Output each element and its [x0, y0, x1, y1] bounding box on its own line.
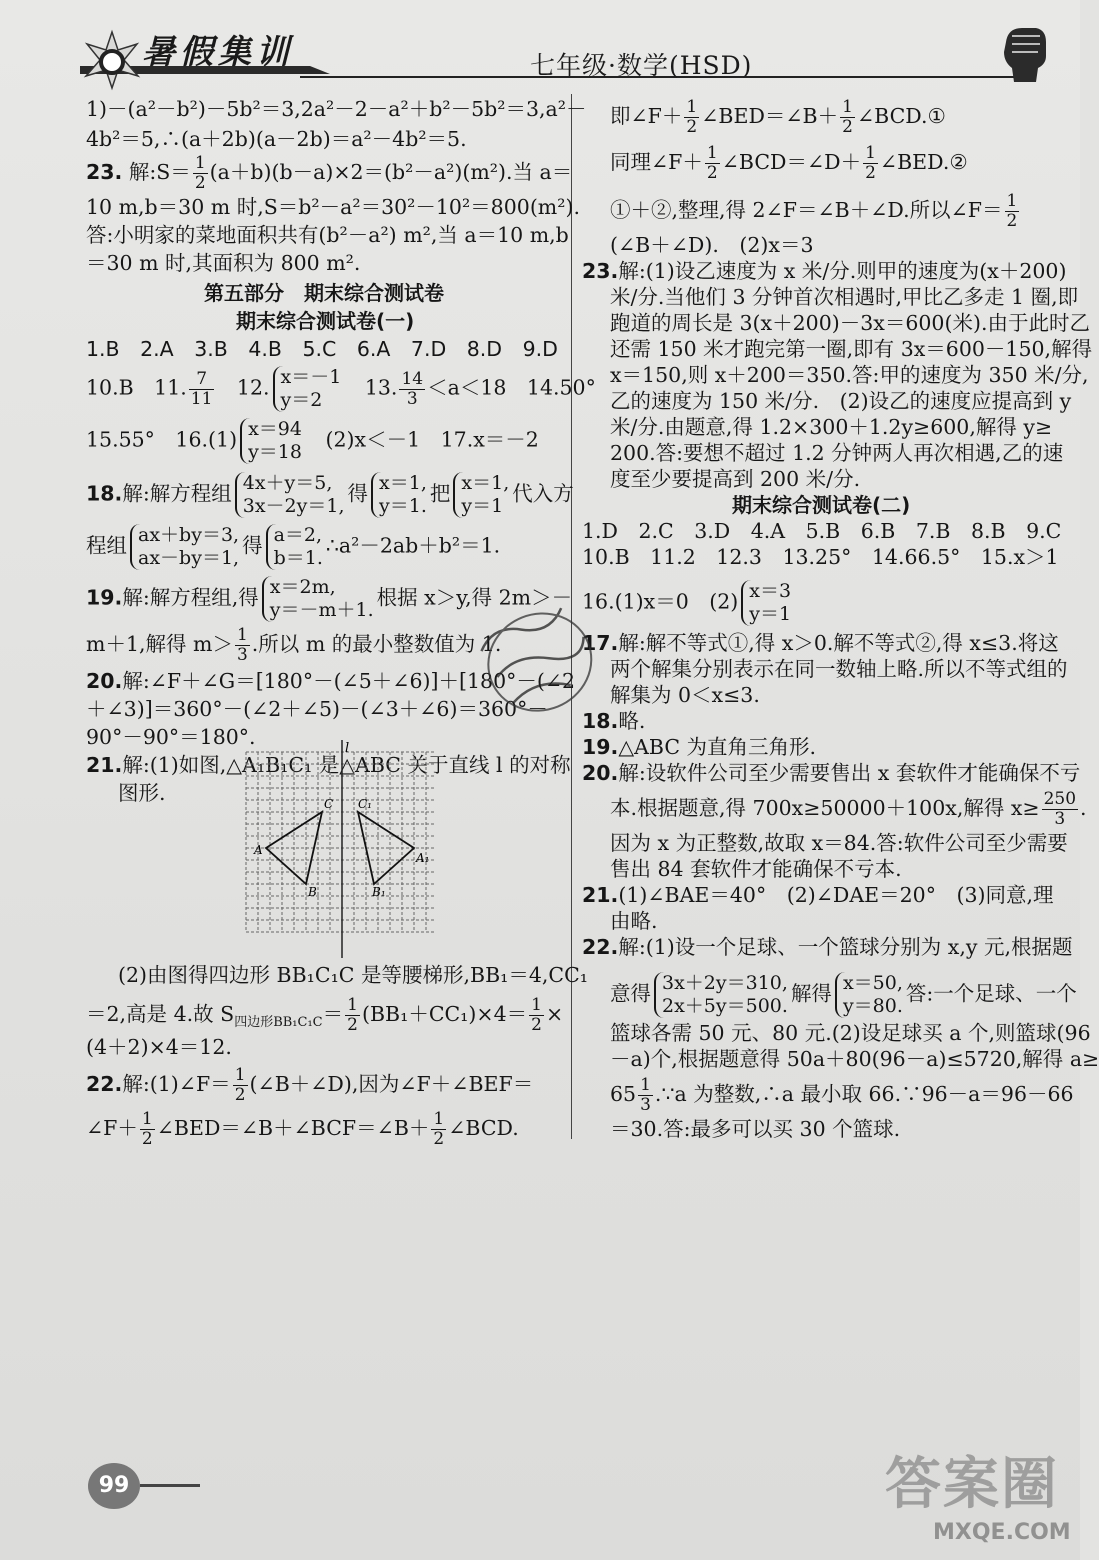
equation-system: 4x＋y＝5, 3x－2y＝1,	[235, 472, 345, 518]
test-heading-2: 期末综合测试卷(二)	[732, 493, 911, 517]
equation-system: x＝－1 y＝2	[273, 366, 342, 412]
answer-22-cont-1: 即∠F＋ $\frac{1}{2}$ ∠BED＝∠B＋ $\frac{1}{2}$ ∠BCD.①	[610, 97, 946, 137]
answer-text: 解:S＝	[128, 160, 191, 184]
answer-17-line-3: 解集为 0＜x≤3.	[610, 683, 760, 707]
fraction: $\frac{7}{11}$	[190, 368, 213, 409]
equation-system: x＝2m, y＝－m＋1.	[262, 576, 374, 622]
answer-22-cont-4: (∠B＋∠D). (2)x＝3	[610, 233, 814, 257]
answer-22-cont-3: ①＋②,整理,得 2∠F＝∠B＋∠D.所以∠F＝ $\frac{1}{2}$	[610, 191, 1018, 231]
answer-22-cont-2: 同理∠F＋ $\frac{1}{2}$ ∠BCD＝∠D＋ $\frac{1}{2}$ ∠BED.②	[610, 143, 968, 183]
answer-19-right: 19.△ABC 为直角三角形.	[582, 735, 817, 759]
answer-23-line-4: ＝30 m 时,其面积为 800 m².	[86, 251, 361, 275]
page-number: 99	[88, 1463, 140, 1509]
answer-23-line-4: 还需 150 米才跑完第一圈,即有 3x＝600－150,解得	[610, 337, 1093, 361]
fraction: $\frac{250}{3}$	[1043, 789, 1077, 829]
answer-18-line-2: 程组 ax＋by＝3, ax－by＝1, 得 a＝2, b＝1. ∴a²－2ab＋b²＝1.	[86, 524, 501, 569]
answer-20-line-2: ＋∠3)]＝360°－(∠2＋∠5)－(∠3＋∠6)＝360°－	[86, 697, 548, 721]
answer-20-line-2: 本.根据题意,得 700x≥50000＋100x,解得 x≥ $\frac{250}{3}$ .	[610, 789, 1087, 829]
answer-22-line-4: －a)个,根据题意得 50a＋80(96－a)≤5720,解得 a≥	[610, 1047, 1099, 1071]
answer-21-line-4: ＝2,高是 4.故 $S_{四边形BB_1C_1C}=$ $\frac{1}{2}$ (BB₁＋CC₁)×4＝ $\frac{1}{2}$ ×	[86, 995, 564, 1035]
answer-22-line-3: 篮球各需 50 元、80 元.(2)设足球买 a 个,则篮球(96	[610, 1021, 1091, 1045]
equation-system: ax＋by＝3, ax－by＝1,	[130, 524, 239, 570]
equation-system: x＝1, y＝1	[453, 472, 509, 518]
starburst-logo-icon	[82, 30, 142, 90]
fist-icon	[996, 22, 1052, 84]
answer-19: 19.解:解方程组,得 x＝2m, y＝－m＋1. 根据 x＞y,得 2m＞－	[86, 576, 573, 621]
corner-watermark-logo: 答案圈	[885, 1452, 1059, 1517]
fraction: $\frac{1}{2}$	[234, 1065, 246, 1105]
fraction: $\frac{1}{2}$	[347, 995, 358, 1035]
answer-18: 18.解:解方程组 4x＋y＝5, 3x－2y＝1, 得 x＝1, y＝1. 把 x＝1, y＝1 代入方	[86, 472, 574, 517]
fraction: $\frac{1}{2}$	[706, 143, 718, 183]
corner-watermark	[885, 1440, 1075, 1556]
fraction: $\frac{1}{2}$	[141, 1109, 153, 1149]
answer-23-line-8: 200.答:要想不超过 1.2 分钟两人再次相遇,乙的速	[610, 441, 1064, 465]
fill-answers-2: 15.55° 16.(1) x＝94 y＝18 (2)x＜－1 17.x＝－2	[86, 418, 539, 463]
fraction: $\frac{1}{2}$	[531, 995, 542, 1035]
label-c: C	[324, 797, 334, 811]
symmetry-grid-figure	[246, 740, 446, 958]
answer-22-line-6: ＝30.答:最多可以买 30 个篮球.	[610, 1117, 901, 1141]
answer-23-right: 23.解:(1)设乙速度为 x 米/分.则甲的速度为(x＋200)	[582, 259, 1067, 283]
fraction: $\frac{1}{3}$	[236, 625, 248, 665]
choice-answers-2: 1.D 2.C 3.D 4.A 5.B 6.B 7.B 8.B 9.C	[582, 519, 1062, 543]
answer-18-right: 18.略.	[582, 709, 646, 733]
label-b1: B₁	[372, 885, 386, 899]
book-title: 暑假集训	[142, 32, 294, 71]
answer-21-right: 21.(1)∠BAE＝40° (2)∠DAE＝20° (3)同意,理	[582, 883, 1054, 907]
fill-answers-3: 10.B 11.2 12.3 13.25° 14.66.5° 15.x＞1	[582, 545, 1059, 569]
answer-23-line-9: 度至少要提高到 200 米/分.	[610, 467, 861, 491]
equation-system: x＝50, y＝80.	[835, 972, 903, 1018]
label-a1: A₁	[416, 851, 430, 865]
answer-23-line-2: 10 m,b＝30 m 时,S＝b²－a²＝30²－10²＝800(m²).	[86, 195, 580, 219]
equation-system: x＝94 y＝18	[240, 418, 302, 464]
fraction: $\frac{1}{2}$	[865, 143, 876, 183]
fraction: $\frac{1}{2}$	[686, 97, 698, 137]
label-c1: C₁	[358, 797, 372, 811]
answer-19-line-2: m＋1,解得 m＞ $\frac{1}{3}$ .所以 m 的最小整数值为 1.	[86, 625, 502, 665]
fraction: $\frac{1}{3}$	[640, 1075, 651, 1115]
fraction: $\frac{1}{2}$	[433, 1109, 445, 1149]
answer-22-line-2: ∠F＋ $\frac{1}{2}$ ∠BED＝∠B＋∠BCF＝∠B＋ $\frac{1}{2}$ ∠BCD.	[86, 1109, 519, 1149]
answer-22: 22.解:(1)∠F＝ $\frac{1}{2}$ (∠B＋∠D),因为∠F＋∠BEF＝	[86, 1065, 534, 1105]
part-heading: 第五部分 期末综合测试卷	[204, 281, 444, 305]
answer-23-line-2: 米/分.当他们 3 分钟首次相遇时,甲比乙多走 1 圈,即	[610, 285, 1079, 309]
answer-text: (a＋b)(b－a)×2＝(b²－a²)(m²).当 a＝	[209, 160, 573, 184]
test-heading-1: 期末综合测试卷(一)	[236, 309, 415, 333]
answer-20: 20.解:∠F＋∠G＝[180°－(∠5＋∠6)]＋[180°－(∠2	[86, 669, 576, 693]
label-b: B	[308, 885, 317, 899]
answer-23-line-6: 乙的速度为 150 米/分. (2)设乙的速度应提高到 y	[610, 389, 1072, 413]
answer-23-line-3: 跑道的周长是 3(x＋200)－3x＝600(米).由于此时乙	[610, 311, 1090, 335]
label-l: l	[345, 741, 350, 756]
subject-label: 七年级·数学(HSD)	[530, 51, 753, 80]
answer-22-line-5: 65 $\frac{1}{3}$ .∵a 为整数,∴a 最小取 66.∵96－a＝96－66	[610, 1075, 1074, 1115]
answer-23-line-5: x＝150,则 x＋200＝350.答:甲的速度为 350 米/分,	[610, 363, 1089, 387]
answer-21-line-2: 由略.	[610, 909, 658, 933]
answer-21-line-5: (4＋2)×4＝12.	[86, 1035, 232, 1059]
equation-system: a＝2, b＝1.	[266, 524, 323, 570]
page-number-tail	[140, 1484, 200, 1487]
label-a: A	[254, 843, 263, 857]
fraction: $\frac{1}{2}$	[194, 153, 206, 193]
fill-answers-4: 16.(1)x＝0 (2) x＝3 y＝1	[582, 580, 792, 625]
equation-system: x＝1, y＝1.	[371, 472, 427, 518]
equation-system: 3x＋2y＝310, 2x＋5y＝500.	[654, 972, 788, 1018]
choice-answers-1: 1.B 2.A 3.B 4.B 5.C 6.A 7.D 8.D 9.D	[86, 337, 558, 361]
answer-20-right: 20.解:设软件公司至少需要售出 x 套软件才能确保不亏	[582, 761, 1081, 785]
answer-17-right: 17.解:解不等式①,得 x＞0.解不等式②,得 x≤3.将这	[582, 631, 1059, 655]
equation-system: x＝3 y＝1	[741, 580, 791, 626]
answer-21-line-3: (2)由图得四边形 BB₁C₁C 是等腰梯形,BB₁＝4,CC₁	[118, 963, 589, 987]
fraction: $\frac{1}{2}$	[1006, 191, 1018, 231]
answer-20-line-3: 90°－90°＝180°.	[86, 725, 256, 749]
answer-17-line-2: 两个解集分别表示在同一数轴上略.所以不等式组的	[610, 657, 1068, 681]
prev-answer-line-2: 4b²＝5,∴(a＋2b)(a－2b)＝a²－4b²＝5.	[86, 127, 467, 151]
fraction: $\frac{14}{3}$	[401, 368, 424, 409]
answer-20-line-3: 因为 x 为正整数,故取 x＝84.答:软件公司至少需要	[610, 831, 1068, 855]
answer-23-line-7: 米/分.由题意,得 1.2×300＋1.2y≥600,解得 y≥	[610, 415, 1053, 439]
corner-watermark-url: MXQE.COM	[933, 1520, 1071, 1545]
fraction: $\frac{1}{2}$	[842, 97, 853, 137]
answer-21-line-2: 图形.	[118, 781, 166, 805]
question-number: 23.	[86, 160, 123, 184]
fill-answers-1: 10.B 11. $\frac{7}{11}$ 12. x＝－1 y＝2 13. $\frac{14}{3}$ ＜a＜18 14.50°	[86, 366, 596, 411]
answer-22-line-2: 意得 3x＋2y＝310, 2x＋5y＝500. 解得 x＝50, y＝80. 答:一个足球、一个	[610, 972, 1077, 1017]
prev-answer-line-1: 1)－(a²－b²)－5b²＝3,2a²－2－a²＋b²－5b²＝3,a²－	[86, 97, 587, 121]
answer-23-line-3: 答:小明家的菜地面积共有(b²－a²) m²,当 a＝10 m,b	[86, 223, 569, 247]
answer-21: 21.解:(1)如图,△A₁B₁C₁ 是△ABC 关于直线 l 的对称	[86, 753, 571, 777]
answer-22-right: 22.解:(1)设一个足球、一个篮球分别为 x,y 元,根据题	[582, 935, 1073, 959]
answer-20-line-4: 售出 84 套软件才能确保不亏本.	[610, 857, 902, 881]
answer-23	[86, 154, 572, 193]
